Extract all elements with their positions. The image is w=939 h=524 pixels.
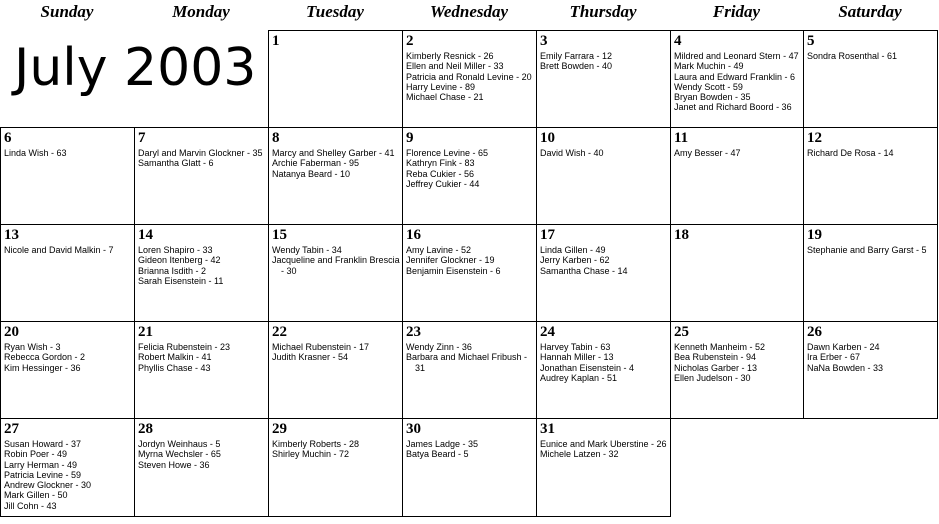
day-number: 27 [4,421,19,437]
day-number: 9 [406,130,414,146]
entry: Linda Wish - 63 [4,148,67,158]
day-number: 14 [138,227,153,243]
entry-list [540,51,612,72]
day-cell-28 [134,418,269,517]
day-number: 4 [674,33,682,49]
day-header-tuesday: Tuesday [306,2,364,21]
day-cell-31 [536,418,671,517]
entry: Amy Lavine - 52 [406,245,472,255]
day-cell-20 [0,321,135,419]
entry: Bryan Bowden - 35 [674,92,751,103]
day-cell-6 [0,127,135,225]
entry: Robin Poer - 49 [4,449,68,460]
entry: Mark Muchin - 49 [674,61,744,72]
entry: Larry Herman - 49 [4,459,78,470]
entry: Kimberly Roberts - 28 [272,439,360,449]
entry-list [406,51,532,102]
entry: David Wish - 40 [540,148,604,158]
day-number: 12 [807,130,822,146]
entry: Jonathan Eisenstein - 4 [540,362,635,373]
day-number: 6 [4,130,12,146]
entry: Benjamin Eisenstein - 6 [406,265,501,276]
entry: James Ladge - 35 [406,439,479,449]
entry: Michael Chase - 21 [406,92,484,103]
entry: Gideon Itenberg - 42 [138,255,221,266]
entry: - 30 [281,265,297,276]
day-number: 18 [674,227,689,243]
entry: Felicia Rubenstein - 23 [138,342,231,352]
day-number: 5 [807,33,815,49]
day-number: 21 [138,324,153,340]
day-cell-2 [402,30,537,128]
entry: Wendy Tabin - 34 [272,245,342,255]
entry: Jennifer Glockner - 19 [406,255,495,266]
entry: Kathryn Fink - 83 [406,158,475,169]
day-cell-18 [670,224,804,322]
day-cell-10 [536,127,671,225]
entry: Reba Cukier - 56 [406,168,475,179]
entry-list [272,148,395,179]
entry: Samantha Chase - 14 [540,265,628,276]
entry-list [807,245,927,255]
day-number: 30 [406,421,421,437]
entry: Jill Cohn - 43 [4,500,57,511]
day-number: 23 [406,324,421,340]
day-cell-24 [536,321,671,419]
entry: Michele Latzen - 32 [540,449,619,460]
entry: Loren Shapiro - 33 [138,245,213,255]
day-cell-29 [268,418,403,517]
entry: Samantha Glatt - 6 [138,158,214,169]
entry: Laura and Edward Franklin - 6 [674,71,796,82]
entry-list [540,439,667,460]
day-number: 19 [807,227,822,243]
day-number: 17 [540,227,555,243]
day-number: 2 [406,33,414,49]
entry: Jordyn Weinhaus - 5 [138,439,221,449]
day-number: 11 [674,130,689,146]
entry: Daryl and Marvin Glockner - 35 [138,148,263,158]
day-cell-27 [0,418,135,517]
entry: Phyllis Chase - 43 [138,362,211,373]
day-number: 28 [138,421,153,437]
entry: Rebecca Gordon - 2 [4,352,86,363]
day-number: 24 [540,324,555,340]
entry: Batya Beard - 5 [406,449,469,460]
day-header-wednesday: Wednesday [429,2,509,21]
entry: Emily Farrara - 12 [540,51,613,61]
entry: Ira Erber - 67 [807,352,861,363]
day-number: 15 [272,227,287,243]
day-number: 16 [406,227,421,243]
day-number: 3 [540,33,548,49]
entry: Susan Howard - 37 [4,439,82,449]
day-header-sunday: Sunday [40,2,94,21]
day-cell-21 [134,321,269,419]
entry: Kimberly Resnick - 26 [406,51,494,61]
entry-list [807,51,897,61]
day-cell-22 [268,321,403,419]
entry-list [406,439,478,460]
day-cell-9 [402,127,537,225]
entry: Marcy and Shelley Garber - 41 [272,148,395,158]
day-cell-14 [134,224,269,322]
day-cell-16 [402,224,537,322]
entry-list [4,342,85,373]
day-cell-23 [402,321,537,419]
entry: Wendy Scott - 59 [674,81,743,92]
day-cell-7 [134,127,269,225]
entry: Kim Hessinger - 36 [4,362,81,373]
entry: Stephanie and Barry Garst - 5 [807,245,927,255]
day-number: 29 [272,421,287,437]
entry-list [674,51,799,113]
entry: Janet and Richard Boord - 36 [674,102,792,113]
entry: Hannah Miller - 13 [540,352,614,363]
entry: NaNa Bowden - 33 [807,362,884,373]
entry: Florence Levine - 65 [406,148,489,158]
entry-list [138,439,221,470]
entry: Mildred and Leonard Stern - 47 [674,51,799,61]
day-cell-12 [803,127,938,225]
day-cell-19 [803,224,938,322]
entry: Audrey Kaplan - 51 [540,372,618,383]
entry-list [674,342,765,383]
entry-list [807,342,883,373]
entry-list [4,148,67,158]
entry: Bea Rubenstein - 94 [674,352,757,363]
entry: Wendy Zinn - 36 [406,342,472,352]
day-number: 7 [138,130,146,146]
day-cell-1 [268,30,403,128]
day-number: 31 [540,421,555,437]
entry-list [4,245,114,255]
entry: Nicholas Garber - 13 [674,362,758,373]
entry: Archie Faberman - 95 [272,158,360,169]
entry: Patricia Levine - 59 [4,469,82,480]
day-cell-13 [0,224,135,322]
day-cell-5 [803,30,938,128]
entry-list [4,439,91,511]
day-number: 13 [4,227,19,243]
entry: Sondra Rosenthal - 61 [807,51,898,61]
entry: Jeffrey Cukier - 44 [406,178,480,189]
entry: Andrew Glockner - 30 [4,480,92,491]
entry-list [674,148,741,158]
entry: Richard De Rosa - 14 [807,148,894,158]
entry: Michael Rubenstein - 17 [272,342,370,352]
entry: Jacqueline and Franklin Brescia [272,255,400,266]
entry: Barbara and Michael Fribush - [406,352,528,363]
entry: Judith Krasner - 54 [272,352,349,363]
day-number: 22 [272,324,287,340]
entry: Natanya Beard - 10 [272,168,351,179]
entry-list [138,342,230,373]
entry: Patricia and Ronald Levine - 20 [406,71,532,82]
entry: Linda Gillen - 49 [540,245,606,255]
day-header-thursday: Thursday [569,2,637,21]
entry: Harvey Tabin - 63 [540,342,611,352]
entry: Ellen and Neil Miller - 33 [406,61,504,72]
entry: Steven Howe - 36 [138,459,210,470]
entry: Ellen Judelson - 30 [674,372,751,383]
day-number: 8 [272,130,280,146]
entry-list [540,148,604,158]
day-number: 1 [272,33,280,49]
entry-list [272,342,369,363]
entry-list [272,439,359,460]
day-number: 26 [807,324,822,340]
entry: 31 [415,362,426,373]
day-cell-3 [536,30,671,128]
entry: Brett Bowden - 40 [540,61,613,72]
entry-list [138,245,223,286]
day-cell-4 [670,30,804,128]
entry: Harry Levine - 89 [406,81,476,92]
day-header-saturday: Saturday [838,2,902,21]
entry: Eunice and Mark Uberstine - 26 [540,439,667,449]
entry: Mark Gillen - 50 [4,490,68,501]
entry: Brianna Isdith - 2 [138,265,207,276]
entry-list [406,148,488,189]
entry: Shirley Muchin - 72 [272,449,350,460]
entry-list [540,245,628,276]
day-cell-25 [670,321,804,419]
day-cell-26 [803,321,938,419]
entry-list [272,245,400,276]
entry-list [406,342,527,373]
entry: Sarah Eisenstein - 11 [138,275,224,286]
day-cell-17 [536,224,671,322]
entry: Kenneth Manheim - 52 [674,342,766,352]
entry: Ryan Wish - 3 [4,342,61,352]
entry-list [807,148,894,158]
entry-list [138,148,263,169]
entry: Dawn Karben - 24 [807,342,880,352]
entry-list [540,342,634,383]
day-number: 20 [4,324,19,340]
entry: Amy Besser - 47 [674,148,741,158]
day-header-friday: Friday [712,2,761,21]
day-header-monday: Monday [172,2,230,21]
entry: Nicole and David Malkin - 7 [4,245,114,255]
day-cell-15 [268,224,403,322]
day-number: 10 [540,130,555,146]
day-cell-30 [402,418,537,517]
day-cell-8 [268,127,403,225]
month-title: July 2003 [14,38,257,98]
entry: Myrna Wechsler - 65 [138,449,221,460]
day-cell-11 [670,127,804,225]
day-number: 25 [674,324,689,340]
entry-list [406,245,501,276]
entry: Robert Malkin - 41 [138,352,212,363]
entry: Jerry Karben - 62 [540,255,610,266]
